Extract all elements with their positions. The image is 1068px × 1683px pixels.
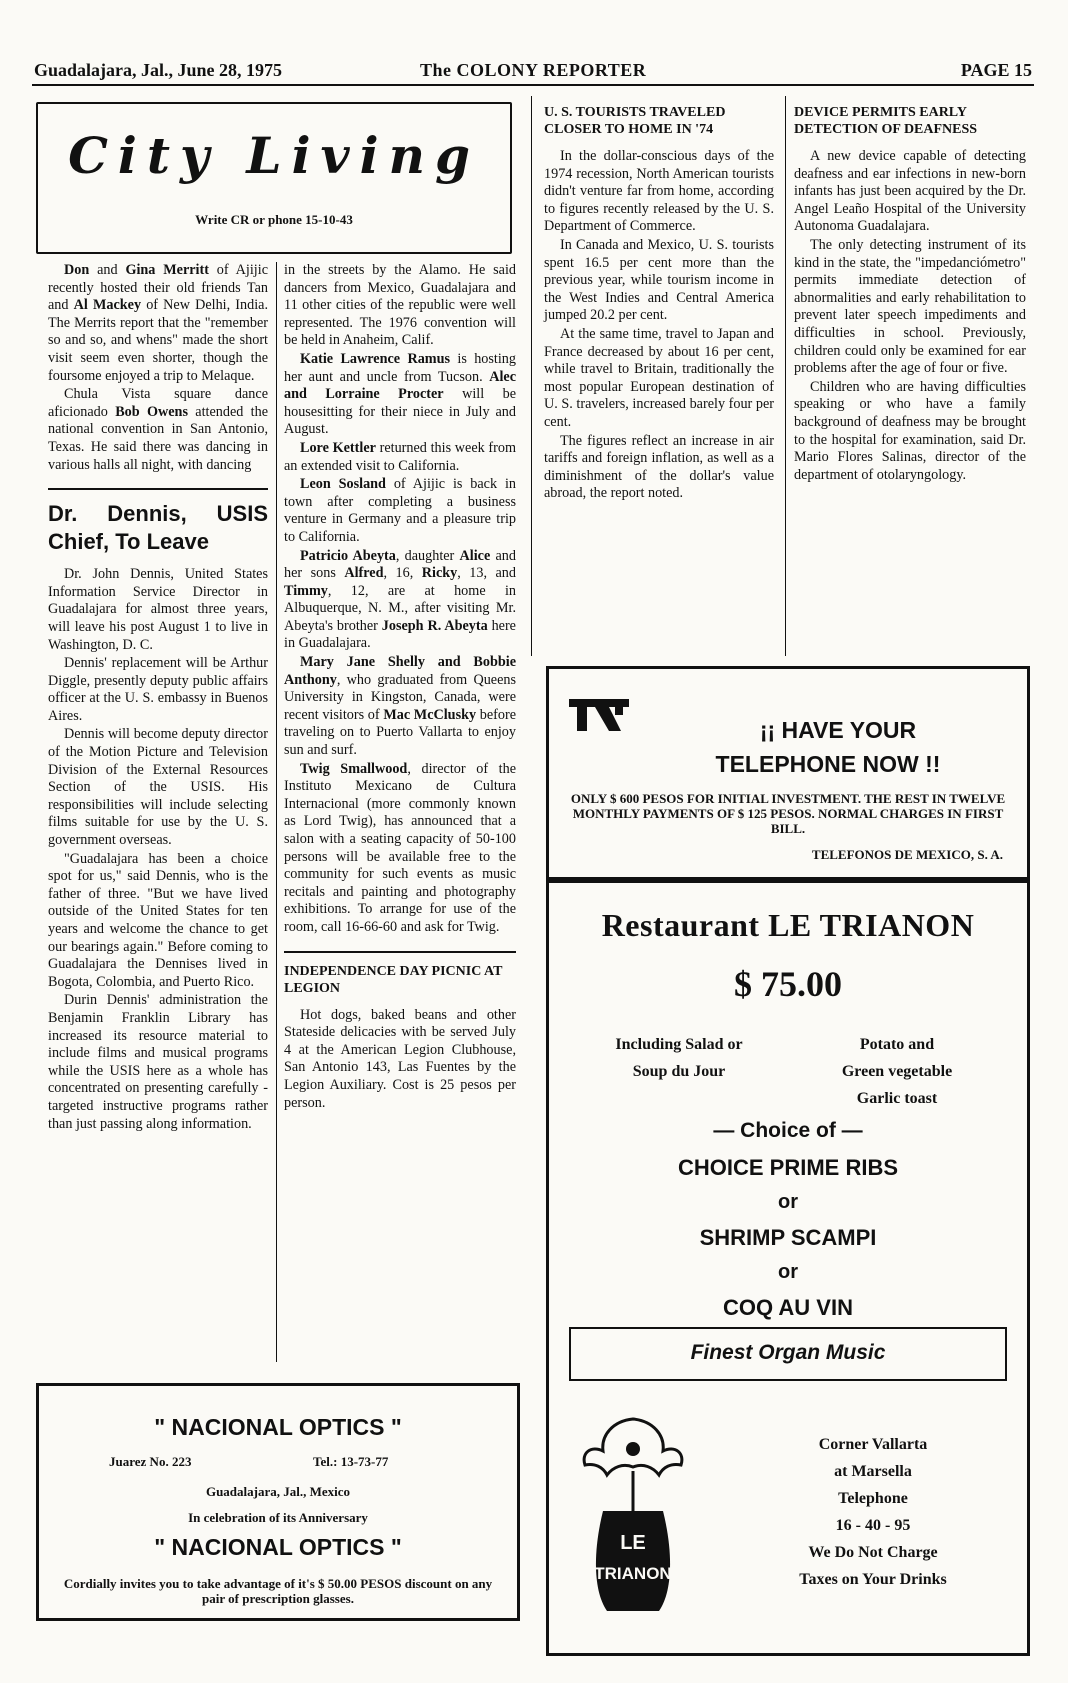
paragraph: In Canada and Mexico, U. S. tourists spent 16.5 per cent more than the previous year, while tourism income in the West Indies and Central America jumped 20.2 per cent. [544, 236, 774, 324]
ad-body: Cordially invites you to take advantage of it's $ 50.00 PESOS discount on any pair of prescription glasses. [63, 1576, 493, 1606]
column-3 [544, 104, 774, 504]
ad-title: " NACIONAL OPTICS " [154, 1414, 402, 1440]
ad-address: Corner Vallarta at Marsella Telephone 16 - 40 - 95 We Do Not Charge Taxes on Your Drinks [799, 1436, 947, 1588]
paragraph: Twig Smallwood, director of the Instituto Mexicano de Cultura Internacional (more commonly known as Lord Twig), has announced that a salon with a seating capacity of 50-100 persons will be available free to the community for such events as music recitals and painting and photography exhibitions. To arrange for use of the room, call 16-66-60 and ask for Twig. [284, 760, 517, 935]
paragraph: Chula Vista square dance aficionado Bob Owens attended the national convention in San Antonio, Texas. He said there was dancing in various halls all night, with dancing [48, 386, 269, 473]
paragraph: Hot dogs, baked beans and other Stateside delicacies with be served July 4 at the American Legion Clubhouse, San Antonio 143, Las Fuentes by the Legion Auxiliary. Cost is 25 pesos per person. [284, 1006, 516, 1111]
column-2 [284, 262, 516, 1113]
menu-or: or [778, 1261, 798, 1283]
ad-sides: Potato and Green vegetable Garlic toast [841, 1036, 953, 1107]
ad-headline: ¡¡ HAVE YOUR [759, 717, 917, 743]
paragraph: "Guadalajara has been a choice spot for us," said Dennis, who is the father of three. "But we have lived outside of the United States for ten years and welcome the chance to get our bearings again." Before coming to Guadalajara the Dennises lived in Bogota, Colombia, and Puerto Rico. [48, 850, 268, 990]
ad-address: Juarez No. 223 [109, 1454, 192, 1469]
trianon-logo-icon [573, 1411, 693, 1621]
organ-text: Finest Organ Music [690, 1341, 886, 1364]
paragraph: Dennis' replacement will be Arthur Diggle, presently deputy public affairs officer at the U. S. embassy in Buenos Aires. [48, 655, 268, 724]
menu-option: SHRIMP SCAMPI [699, 1225, 877, 1250]
ad-headline: TELEPHONE NOW !! [715, 751, 941, 777]
article-headline: INDEPENDENCE DAY PICNIC AT LEGION [284, 963, 503, 996]
city-living-banner [36, 102, 512, 254]
menu-option: COQ AU VIN [723, 1295, 853, 1320]
section-title: City Living [68, 126, 480, 185]
header-rule [32, 84, 1034, 86]
ad-city: Guadalajara, Jal., Mexico [205, 1484, 351, 1499]
ad-title: Restaurant LE TRIANON [601, 907, 975, 943]
svg-text:TRIANON: TRIANON [594, 1564, 672, 1583]
column-rule [785, 96, 786, 656]
menu-option: CHOICE PRIME RIBS [677, 1155, 899, 1180]
page-number: PAGE 15 [960, 60, 1032, 80]
svg-text:LE: LE [620, 1532, 646, 1554]
ad-choice: — Choice of — [713, 1119, 863, 1142]
paragraph: Katie Lawrence Ramus is hosting her aunt and uncle from Tucson. Alec and Lorraine Procter will be housesitting for their niece in July and August. [284, 350, 517, 438]
divider [48, 488, 268, 490]
optics-ad [36, 1383, 520, 1621]
paragraph: At the same time, travel to Japan and France decreased by about 16 per cent, while travel to Britain, traditionally the most popular European destination of U. S. travelers, increased barely four per cent. [544, 325, 774, 430]
column-1 [48, 262, 268, 1134]
paragraph: The figures reflect an increase in air tariffs and foreign inflation, as well as a diminishment of the dollar's value abroad, the report noted. [544, 432, 774, 502]
trianon-ad [546, 880, 1030, 1656]
paragraph: Dennis will become deputy director of the Motion Picture and Television Division of the External Resources Section of the USIS. His responsibilities will include selecting films suitable for use by the U. S. government overseas. [48, 726, 268, 849]
paragraph: Patricio Abeyta, daughter Alice and her sons Alfred, 16, Ricky, 13, and Timmy, 12, are at home in Albuquerque, N. M., after visiting Mr. Abeyta's brother Joseph R. Abeyta here in Guadalajara. [284, 547, 516, 652]
header-dateline: Guadalajara, Jal., June 28, 1975 [34, 60, 283, 80]
paragraph: A new device capable of detecting deafness and ear infections in new-born infants has just been acquired by the Dr. Angel Leaño Hospital of the University Autonoma Guadalajara. [794, 148, 1026, 235]
masthead: The COLONY REPORTER [420, 60, 647, 80]
ad-body: ONLY $ 600 PESOS FOR INITIAL INVESTMENT. THE REST IN TWELVE MONTHLY PAYMENTS OF $ 125 PESOS. NORMAL CHARGES IN FIRST BILL. [570, 791, 1006, 836]
article-headline: U. S. TOURISTS TRAVELED CLOSER TO HOME IN '74 [544, 105, 726, 137]
paragraph: Don and Gina Merritt of Ajijic recently hosted their old friends Tan and Al Mackey of New Delhi, India. The Merrits report that the "remember so and so, and whens" made the short visit seem even shorter, though the foursome enjoyed a trip to Melaque. [48, 262, 268, 384]
paragraph: Mary Jane Shelly and Bobbie Anthony, who graduated from Queens University in Kingston, Canada, were recent visitors of Mac McClusky before traveling on to Puerto Vallarta to enjoy sun and surf. [284, 654, 516, 759]
ad-title: " NACIONAL OPTICS " [154, 1534, 402, 1560]
ad-includes: Including Salad or Soup du Jour [615, 1036, 743, 1080]
ad-phone: Tel.: 13-73-77 [313, 1454, 389, 1469]
menu-or: or [778, 1191, 798, 1213]
organ-banner [569, 1327, 1007, 1381]
ad-company: TELEFONOS DE MEXICO, S. A. [811, 847, 1003, 862]
column-rule [531, 96, 532, 656]
paragraph: In the dollar-conscious days of the 1974 recession, North American tourists didn't venture far from home, according to figures recently released by the U. S. Department of Commerce. [544, 148, 774, 235]
ad-price: $ 75.00 [734, 964, 842, 1004]
telefonos-ad [546, 666, 1030, 880]
paragraph: Lore Kettler returned this week from an extended visit to California. [284, 439, 516, 474]
article-headline: DEVICE PERMITS EARLY DETECTION OF DEAFNESS [794, 105, 978, 137]
paragraph: in the streets by the Alamo. He said dancers from Mexico, Guadalajara and 11 other cities of the republic were well represented. The 1976 convention will be held in Anaheim, Calif. [284, 262, 516, 349]
paragraph: Dr. John Dennis, United States Information Service Director in Guadalajara for almost three years, will leave his post August 1 to live in Washington, D. C. [48, 566, 268, 653]
paragraph: Leon Sosland of Ajijic is back in town after completing a business venture in Germany and a pleasure trip to California. [284, 476, 516, 545]
paragraph: Durin Dennis' administration the Benjamin Franklin Library has increased its resource material to include films and musical programs while the USIS here as a whole has concentrated on presenting carefully - targeted instructive programs rather than just passing along information. [48, 992, 268, 1132]
paragraph: Children who are having difficulties speaking or who have a family background of deafness may be brought to the hospital for examination, said Dr. Mario Flores Salinas, director of the department of otolaryngology. [794, 378, 1026, 483]
paragraph: The only detecting instrument of its kind in the state, the "impedanciómetro" permits immediate detection of abnormalities and early rehabilitation to prevent later speech impediments and difficulties in school. Previously, children could only be examined for ear problems after the age of four or five. [794, 236, 1026, 377]
column-rule [276, 262, 277, 1362]
article-headline: Dr. Dennis, USIS Chief, To Leave [48, 501, 268, 555]
ad-celebration: In celebration of its Anniversary [188, 1510, 368, 1525]
section-subtitle: Write CR or phone 15-10-43 [195, 212, 353, 227]
column-4 [794, 104, 1026, 485]
divider [284, 951, 516, 953]
telmex-logo-icon [569, 695, 629, 739]
